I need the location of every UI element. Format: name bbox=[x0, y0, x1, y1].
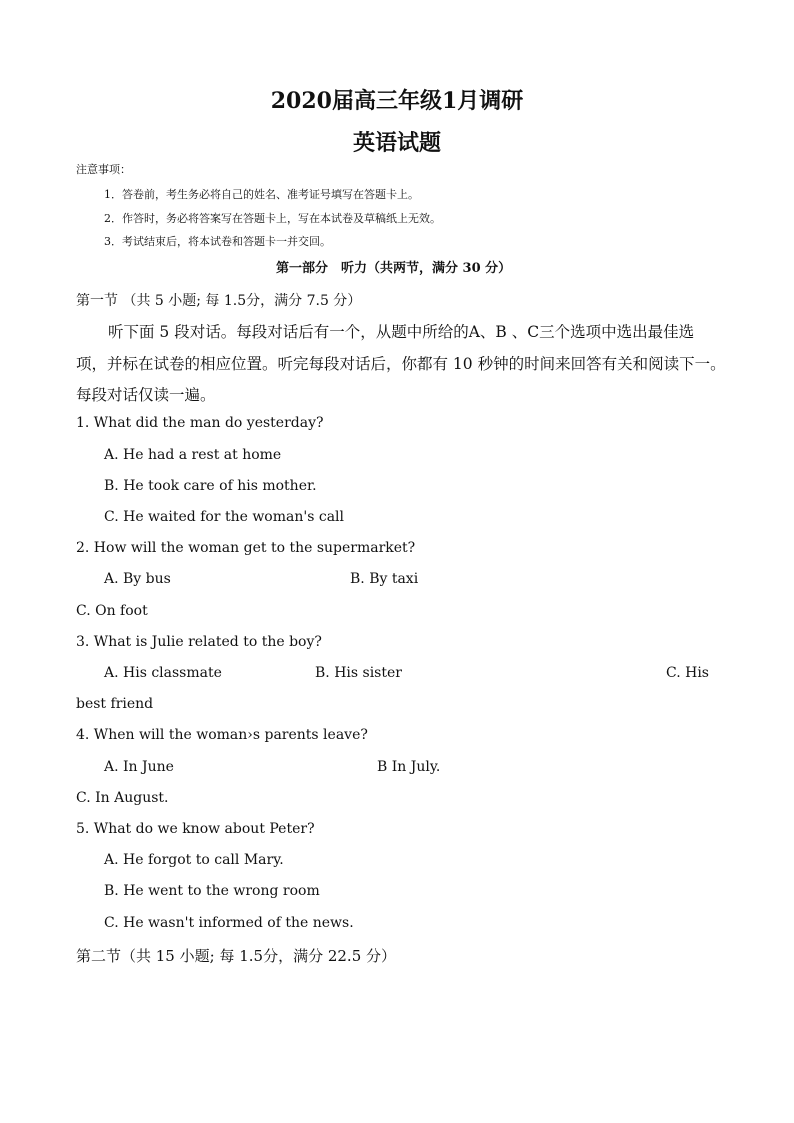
option-c: C. He wasn't informed of the news. bbox=[104, 915, 354, 931]
question-stem: 2. How will the woman get to the supermarket? bbox=[76, 540, 416, 556]
notice-item: 2．作答时，务必将答案写在答题卡上，写在本试卷及草稿纸上无效。 bbox=[104, 212, 441, 225]
option-c: C. He waited for the woman's call bbox=[104, 509, 344, 525]
option-c-continued: best friend bbox=[76, 696, 154, 712]
question-stem: 4. When will the woman›s parents leave? bbox=[76, 727, 368, 743]
option-b: B. He took care of his mother. bbox=[104, 478, 317, 494]
option-b: B In July. bbox=[377, 759, 441, 775]
option-c: C. In August. bbox=[76, 790, 169, 806]
notice-heading: 注意事项： bbox=[76, 163, 131, 176]
section-heading: 第二节（共 15 小题; 每 1.5分，满分 22.5 分） bbox=[76, 947, 397, 965]
option-b: B. His sister bbox=[315, 665, 402, 681]
option-c: C. His bbox=[666, 665, 709, 681]
notice-item: 3．考试结束后，将本试卷和答题卡一并交回。 bbox=[104, 235, 331, 248]
instruction-line: 听下面 5 段对话。每段对话后有一个，从题中所给的A、B 、C三个选项中选出最佳选 bbox=[108, 323, 695, 341]
part-heading: 第一部分 听力（共两节，满分 30 分） bbox=[276, 261, 512, 276]
question-stem: 1. What did the man do yesterday? bbox=[76, 415, 324, 431]
question-stem: 3. What is Julie related to the boy? bbox=[76, 634, 322, 650]
option-b: B. He went to the wrong room bbox=[104, 883, 320, 899]
page-subtitle: 英语试题 bbox=[352, 130, 441, 156]
option-c: C. On foot bbox=[76, 603, 148, 619]
notice-item: 1．答卷前，考生务必将自己的姓名、准考证号填写在答题卡上。 bbox=[104, 188, 419, 201]
option-a: A. He forgot to call Mary. bbox=[104, 852, 284, 868]
instruction-line: 每段对话仅读一遍。 bbox=[76, 386, 216, 404]
option-a: A. In June bbox=[104, 759, 174, 775]
question-stem: 5. What do we know about Peter? bbox=[76, 821, 315, 837]
option-a: A. He had a rest at home bbox=[104, 447, 282, 463]
page-title: 2020届高三年级1月调研 bbox=[270, 88, 524, 114]
option-a: A. His classmate bbox=[104, 665, 222, 681]
section-heading: 第一节 （共 5 小题; 每 1.5分，满分 7.5 分） bbox=[76, 293, 362, 309]
instruction-line: 项，并标在试卷的相应位置。听完每段对话后，你都有 10 秒钟的时间来回答有关和阅读下一。 bbox=[76, 355, 726, 373]
option-a: A. By bus bbox=[104, 571, 171, 587]
option-b: B. By taxi bbox=[350, 571, 419, 587]
